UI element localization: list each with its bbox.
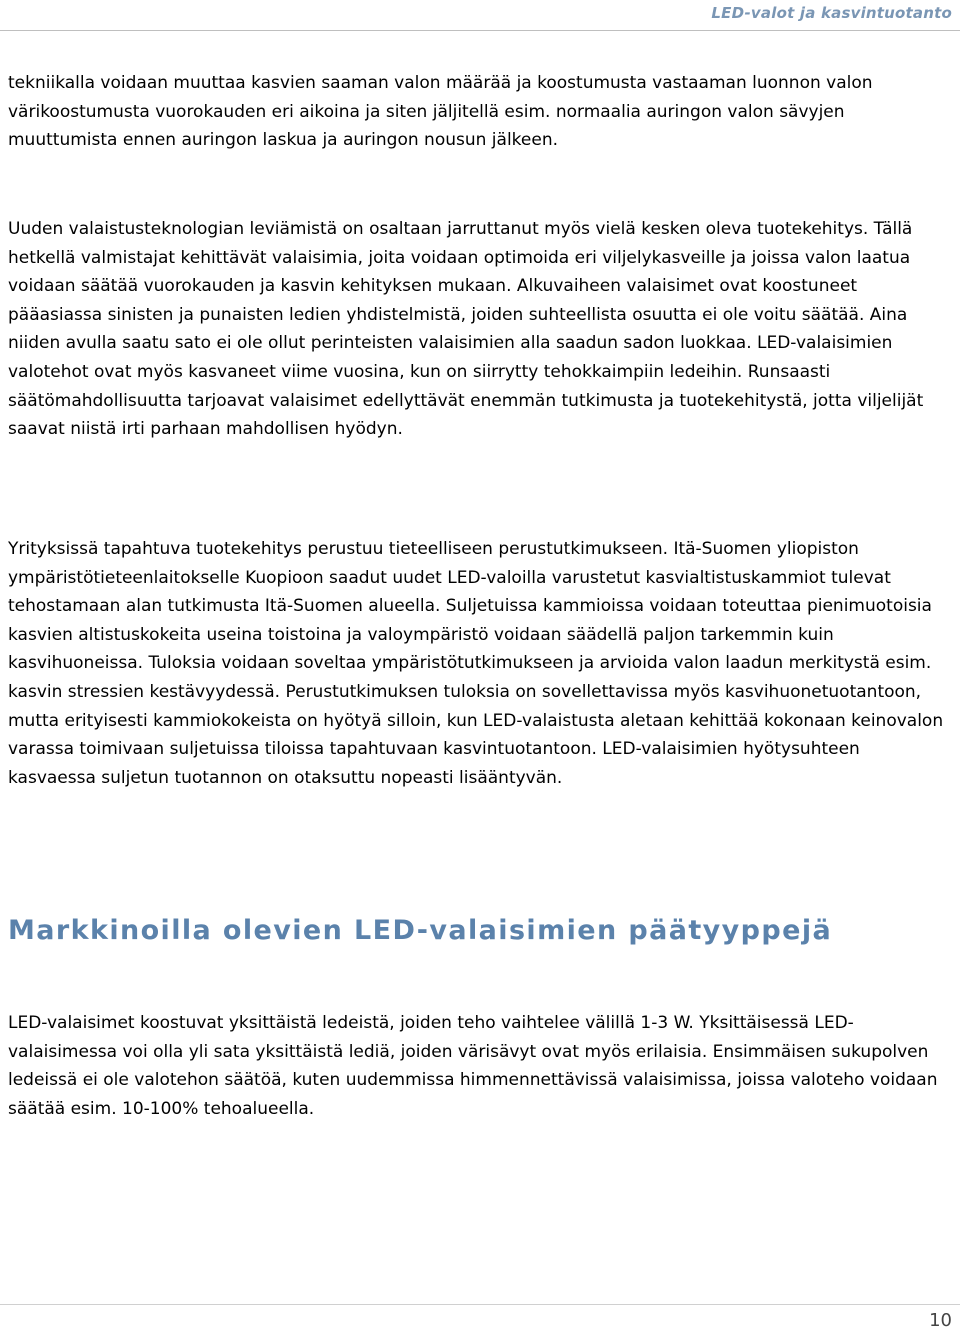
section-paragraph: LED-valaisimet koostuvat yksittäistä ledeistä, joiden teho vaihtelee välillä 1-3 W. Yksittäisessä LED-valaisimessa voi olla yli sata yksittäistä lediä, joiden värisävyt ovat myös erilaisia. Ensimmäisen sukupolven ledeissä ei ole valotehon säätöä, kuten uudemmissa himmennettävissä valaisimissa, joissa valoteho voidaan säätää esim. 10-100% tehoalueella. <box>8 1013 938 1119</box>
body-paragraph-1: tekniikalla voidaan muuttaa kasvien saaman valon määrää ja koostumusta vastaaman luonnon valon värikoostumusta vuorokauden eri aikoina ja siten jäljitellä esim. normaalia auringon valon sävyjen muuttumista ennen auringon laskua ja auringon nousun jälkeen. <box>8 73 873 151</box>
body-paragraph-2: Uuden valaistusteknologian leviämistä on osaltaan jarruttanut myös vielä kesken oleva tuotekehitys. Tällä hetkellä valmistajat kehittävät valaisimia, joita voidaan optimoida eri viljelykasveille ja joissa valon laatua voidaan säätää vuorokauden ja kasvin kehityksen mukaan. Alkuvaiheen valaisimet ovat koostuneet pääasiassa sinisten ja punaisten ledien yhdistelmistä, joiden suhteellista osuutta ei ole voitu säätää. Aina niiden avulla saatu sato ei ole ollut perinteisten valaisimien alla saadun sadon luokkaa. LED-valaisimien valotehot ovat myös kasvaneet viime vuosina, kun on siirrytty tehokkaimpiin ledeihin. Runsaasti säätömahdollisuutta tarjoavat valaisimet edellyttävät enemmän tutkimusta ja tuotekehitystä, jotta viljelijät saavat niistä irti parhaan mahdollisen hyödyn. <box>8 219 924 440</box>
body-paragraph-3: Yrityksissä tapahtuva tuotekehitys perustuu tieteelliseen perustutkimukseen. Itä-Suomen yliopiston ympäristötieteenlaitokselle Kuopioon saadut uudet LED-valoilla varustetut kasvialtistuskammiot tulevat tehostamaan alan tutkimusta Itä-Suomen alueella. Suljetuissa kammioissa voidaan toteuttaa pienimuotoisia kasvien altistuskokeita useina toistoina ja valoympäristö voidaan säädellä paljon tarkemmin kuin kasvihuoneissa. Tuloksia voidaan soveltaa ympäristötutkimukseen ja arvioida valon laadun merkitystä esim. kasvin stressien kestävyydessä. Perustutkimuksen tuloksia on sovellettavissa myös kasvihuonetuotantoon, mutta erityisesti kammiokokeista on hyötyä silloin, kun LED-valaistusta aletaan kehittää kokonaan keinovalon varassa toimivaan suljetuissa tiloissa tapahtuvaan kasvintuotantoon. LED-valaisimien hyötysuhteen kasvaessa suljetun tuotannon on otaksuttu nopeasti lisääntyvän. <box>8 539 944 788</box>
page-number: 10 <box>929 1310 952 1331</box>
running-header-title: LED-valot ja kasvintuotanto <box>711 4 952 22</box>
section-heading: Markkinoilla olevien LED-valaisimien päätyyppejä <box>8 915 833 946</box>
footer-divider <box>0 1304 960 1305</box>
header-divider <box>0 30 960 31</box>
